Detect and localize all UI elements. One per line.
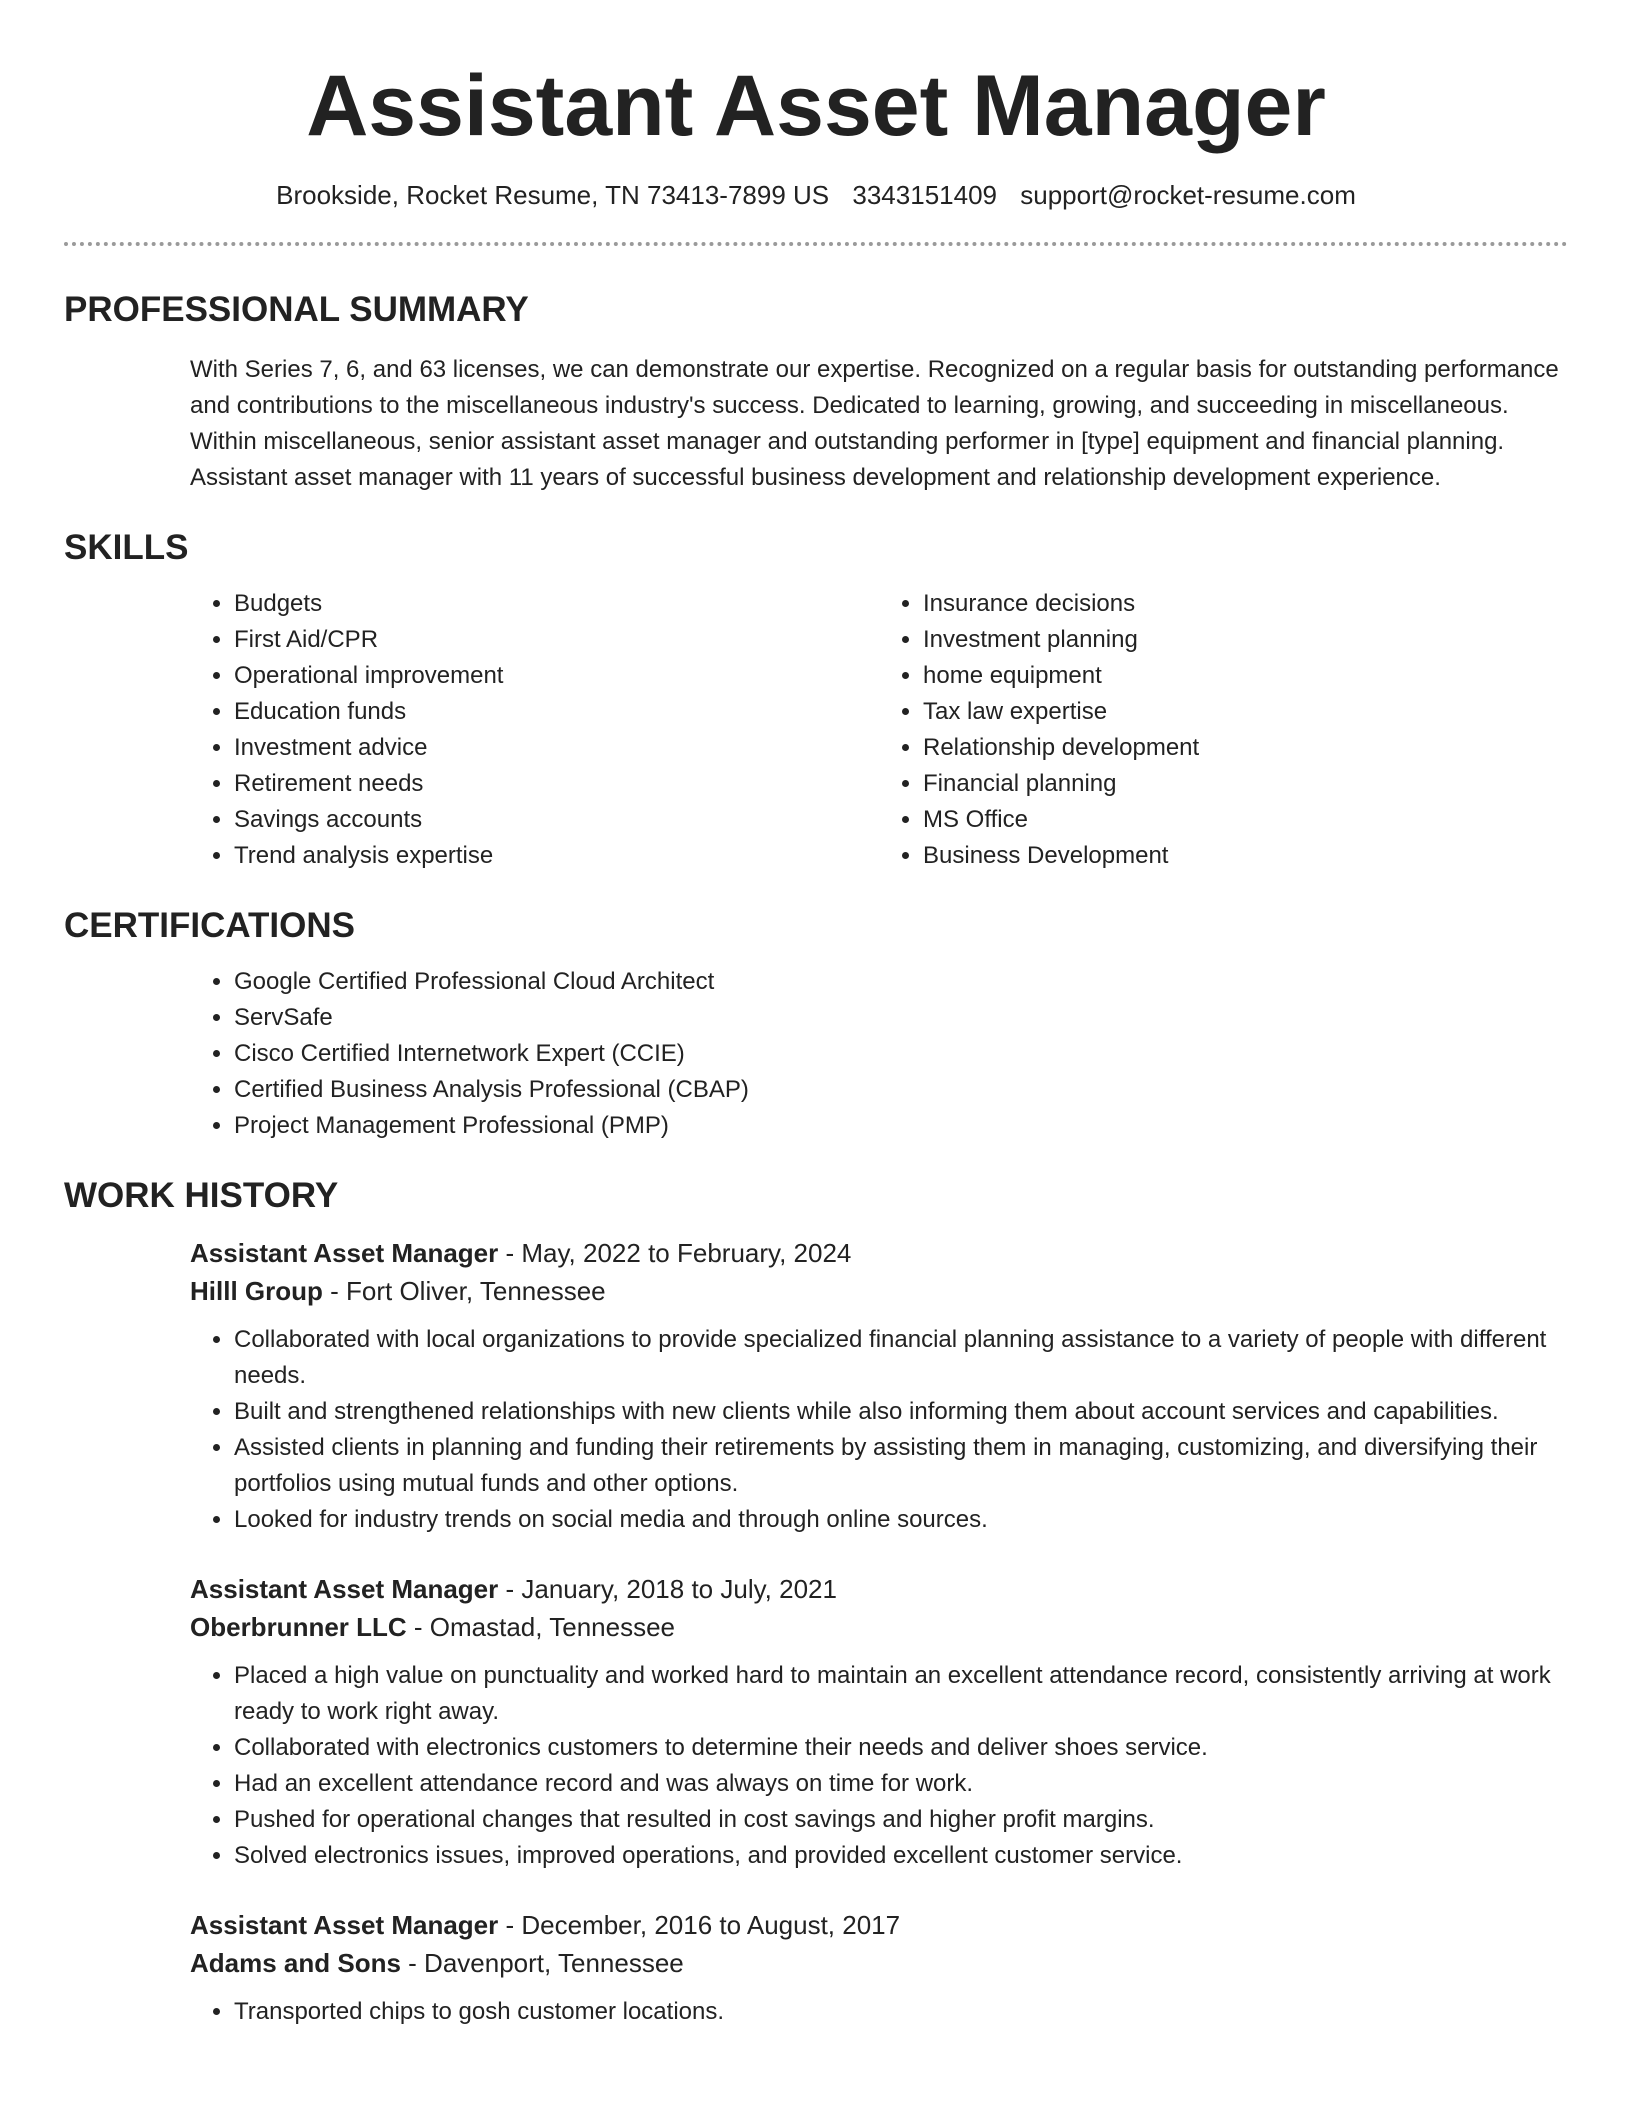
skill-item: • Tax law expertise (923, 694, 1568, 730)
job-company-line (190, 1608, 1568, 1646)
duty-item: • Had an excellent attendance record and was always on time for work. (234, 1766, 1568, 1802)
job-title: Assistant Asset Manager (190, 1910, 499, 1940)
skill-item: • Investment planning (923, 622, 1568, 658)
job-company: Adams and Sons (190, 1948, 401, 1978)
certifications-heading: CERTIFICATIONS (64, 906, 356, 945)
job-title-line (190, 1906, 1568, 1944)
contact-email: support@rocket-resume.com (1020, 180, 1356, 210)
contact-info (64, 180, 1568, 210)
skills-heading: SKILLS (64, 528, 189, 567)
duty-item: • Pushed for operational changes that resulted in cost savings and higher profit margins. (234, 1802, 1568, 1838)
job-dates: - December, 2016 to August, 2017 (498, 1910, 901, 1940)
skills-right-column (879, 586, 1568, 874)
summary-text: With Series 7, 6, and 63 licenses, we can demonstrate our expertise. Recognized on a regular basis for outstanding performance and contributions to the miscellaneous industry's success. Dedicated to learning, growing, and succeeding in miscellaneous. Within miscellaneous, senior assistant asset manager and outstanding performer in [type] equipment and financial planning. Assistant asset manager with 11 years of successful business development and relationship development experience. (190, 356, 1559, 491)
job-title-line (190, 1570, 1568, 1608)
job-title-line (190, 1234, 1568, 1272)
work-history-section (64, 1174, 1568, 2030)
skill-item: • Retirement needs (234, 766, 879, 802)
skill-item: • Financial planning (923, 766, 1568, 802)
job-dates: - May, 2022 to February, 2024 (498, 1238, 852, 1268)
duty-item: • Built and strengthened relationships with new clients while also informing them about account services and capabilities. (234, 1394, 1568, 1430)
summary-heading: PROFESSIONAL SUMMARY (64, 290, 529, 329)
duty-item: • Transported chips to gosh customer locations. (234, 1994, 1568, 2030)
job-entry (190, 1570, 1568, 1874)
skill-item: • Business Development (923, 838, 1568, 874)
skill-item: • First Aid/CPR (234, 622, 879, 658)
skill-item: • Operational improvement (234, 658, 879, 694)
duty-item: • Looked for industry trends on social media and through online sources. (234, 1502, 1568, 1538)
certification-item: • Certified Business Analysis Professional (CBAP) (234, 1072, 1568, 1108)
skill-item: • home equipment (923, 658, 1568, 694)
job-duties (190, 1994, 1568, 2030)
certification-item: • Google Certified Professional Cloud Architect (234, 964, 1568, 1000)
skill-item: • Relationship development (923, 730, 1568, 766)
job-company-line (190, 1272, 1568, 1310)
job-title: Assistant Asset Manager (190, 1574, 499, 1604)
certifications-section (64, 904, 1568, 1144)
skills-section (64, 526, 1568, 874)
job-title: Assistant Asset Manager (190, 1238, 499, 1268)
job-duties (190, 1658, 1568, 1874)
skill-item: • Insurance decisions (923, 586, 1568, 622)
skill-item: • Savings accounts (234, 802, 879, 838)
job-entry (190, 1234, 1568, 1538)
job-location: - Omastad, Tennessee (406, 1612, 675, 1642)
job-location: - Davenport, Tennessee (400, 1948, 684, 1978)
job-location: - Fort Oliver, Tennessee (322, 1276, 606, 1306)
skill-item: • Education funds (234, 694, 879, 730)
contact-address: Brookside, Rocket Resume, TN 73413-7899 US (276, 180, 830, 210)
header-divider (64, 242, 1568, 246)
resume-name: Assistant Asset Manager (306, 58, 1326, 154)
job-company: Hilll Group (190, 1276, 323, 1306)
job-company-line (190, 1944, 1568, 1982)
certification-item: • Project Management Professional (PMP) (234, 1108, 1568, 1144)
duty-item: • Solved electronics issues, improved operations, and provided excellent customer service. (234, 1838, 1568, 1874)
work-history-heading: WORK HISTORY (64, 1176, 339, 1215)
skill-item: • MS Office (923, 802, 1568, 838)
job-company: Oberbrunner LLC (190, 1612, 407, 1642)
duty-item: • Placed a high value on punctuality and worked hard to maintain an excellent attendance record, consistently arriving at work ready to work right away. (234, 1658, 1568, 1730)
skills-left-column (190, 586, 879, 874)
certification-item: • ServSafe (234, 1000, 1568, 1036)
summary-section (64, 288, 1568, 496)
duty-item: • Collaborated with local organizations to provide specialized financial planning assistance to a variety of people with different needs. (234, 1322, 1568, 1394)
skill-item: • Budgets (234, 586, 879, 622)
certifications-list (190, 964, 1568, 1144)
job-entry (190, 1906, 1568, 2030)
skills-columns (190, 586, 1568, 874)
duty-item: • Assisted clients in planning and funding their retirements by assisting them in managing, customizing, and diversifying their portfolios using mutual funds and other options. (234, 1430, 1568, 1502)
contact-phone: 3343151409 (852, 180, 997, 210)
skill-item: • Investment advice (234, 730, 879, 766)
job-dates: - January, 2018 to July, 2021 (498, 1574, 837, 1604)
certification-item: • Cisco Certified Internetwork Expert (CCIE) (234, 1036, 1568, 1072)
job-duties (190, 1322, 1568, 1538)
skill-item: • Trend analysis expertise (234, 838, 879, 874)
duty-item: • Collaborated with electronics customers to determine their needs and deliver shoes service. (234, 1730, 1568, 1766)
